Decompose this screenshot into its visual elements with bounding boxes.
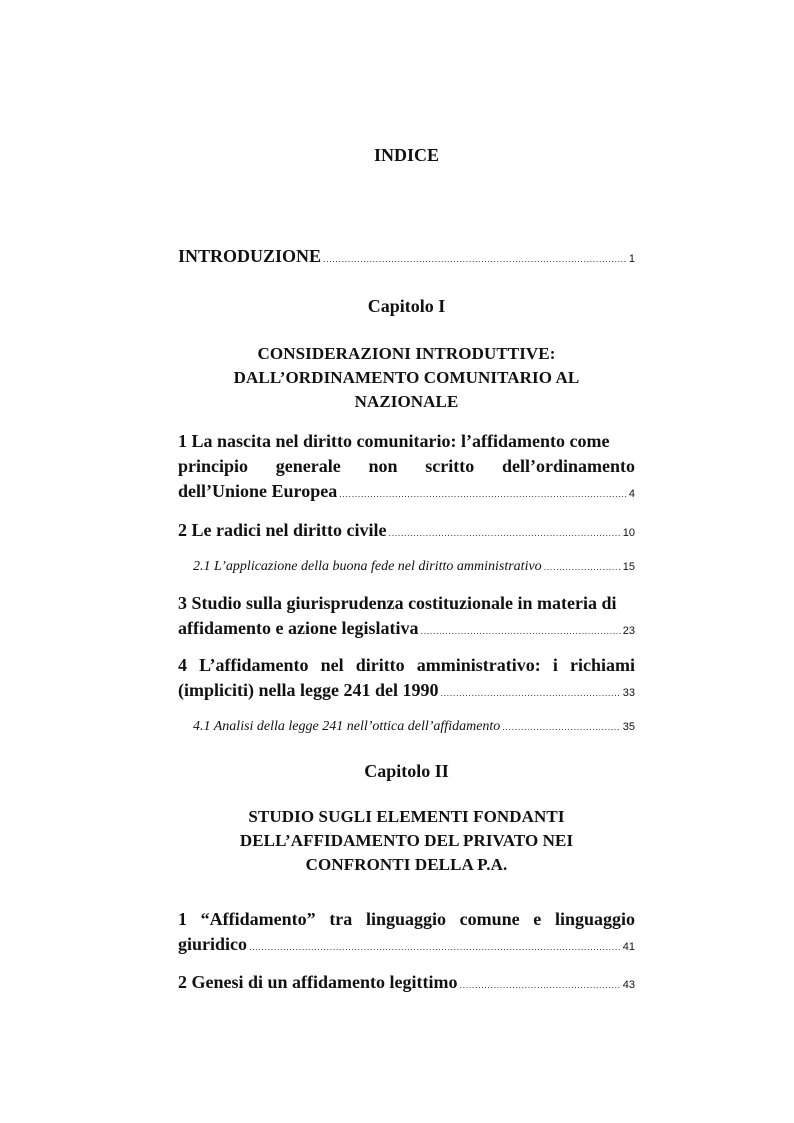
toc-entry-label: giuridico <box>178 934 248 954</box>
toc-entry-line <box>178 244 635 272</box>
toc-entry-introduction[interactable] <box>178 244 635 272</box>
chapter-title-line: STUDIO SUGLI ELEMENTI FONDANTI <box>248 807 565 826</box>
page-number: 23 <box>622 625 635 637</box>
page-number: 1 <box>628 253 635 265</box>
toc-entry-text: 1 La nascita nel diritto comunitario: l’affidamento come <box>178 431 610 451</box>
toc-entry-text: 4 L’affidamento nel diritto amministrativo: i richiami <box>178 655 635 675</box>
dot-leader <box>249 935 621 960</box>
toc-entry-text: 1 “Affidamento” tra linguaggio comune e linguaggio <box>178 909 635 929</box>
chapter-title-line: DELL’AFFIDAMENTO DEL PRIVATO NEI <box>239 831 574 850</box>
toc-entry-line <box>193 717 635 737</box>
page-number: 41 <box>622 941 635 953</box>
toc-entry-label: dell’Unione Europea <box>178 481 338 501</box>
dot-leader <box>388 521 620 546</box>
page-number: 35 <box>622 721 635 733</box>
dot-leader <box>339 482 627 507</box>
page-number: 33 <box>622 687 635 699</box>
toc-entry-line <box>178 518 635 546</box>
chapter-title-line: DALL’ORDINAMENTO COMUNITARIO AL <box>233 368 580 387</box>
page-number: 15 <box>622 561 635 573</box>
toc-entry-1-3[interactable] <box>178 591 635 644</box>
chapter-1-title <box>178 342 635 414</box>
toc-entry-label: affidamento e azione legislativa <box>178 618 419 638</box>
dot-leader <box>440 681 620 706</box>
toc-entry-line <box>178 616 635 644</box>
dot-leader <box>544 557 621 577</box>
toc-entry-line <box>193 557 635 577</box>
toc-entry-line <box>178 479 635 507</box>
toc-entry-label: 2 Genesi di un affidamento legittimo <box>178 972 458 992</box>
chapter-title-line: CONFRONTI DELLA P.A. <box>305 855 508 874</box>
toc-entry-2-1[interactable] <box>178 907 635 960</box>
chapter-1-label: Capitolo I <box>367 296 446 316</box>
chapter-title-line: CONSIDERAZIONI INTRODUTTIVE: <box>257 344 556 363</box>
toc-entry-label: (impliciti) nella legge 241 del 1990 <box>178 680 439 700</box>
chapter-2-label: Capitolo II <box>364 761 449 781</box>
chapter-title-line: NAZIONALE <box>354 392 459 411</box>
dot-leader <box>323 247 627 272</box>
toc-entry-label: INTRODUZIONE <box>178 246 322 266</box>
dot-leader <box>460 973 621 998</box>
dot-leader <box>420 619 620 644</box>
index-title: INDICE <box>373 145 439 165</box>
toc-entry-label: 4.1 Analisi della legge 241 nell’ottica dell’affidamento <box>193 719 501 734</box>
toc-subentry-1-4-1[interactable] <box>193 717 635 737</box>
page-number: 4 <box>628 488 635 500</box>
table-of-contents-page <box>178 0 635 1123</box>
toc-entry-line <box>178 678 635 706</box>
toc-entry-line <box>178 970 635 998</box>
toc-entry-label: 2.1 L’applicazione della buona fede nel diritto amministrativo <box>193 559 542 574</box>
toc-entry-2-2[interactable] <box>178 970 635 998</box>
page-number: 43 <box>622 979 635 991</box>
dot-leader <box>502 717 620 737</box>
toc-entry-text: 3 Studio sulla giurisprudenza costituzionale in materia di <box>178 593 617 613</box>
toc-entry-1-1[interactable] <box>178 429 635 507</box>
toc-subentry-1-2-1[interactable] <box>193 557 635 577</box>
toc-entry-line <box>178 932 635 960</box>
toc-entry-1-4[interactable] <box>178 653 635 706</box>
chapter-2-title <box>178 805 635 877</box>
toc-entry-label: 2 Le radici nel diritto civile <box>178 520 387 540</box>
page-number: 10 <box>622 527 635 539</box>
toc-entry-1-2[interactable] <box>178 518 635 546</box>
toc-entry-text: principio generale non scritto dell’ordinamento <box>178 456 635 476</box>
